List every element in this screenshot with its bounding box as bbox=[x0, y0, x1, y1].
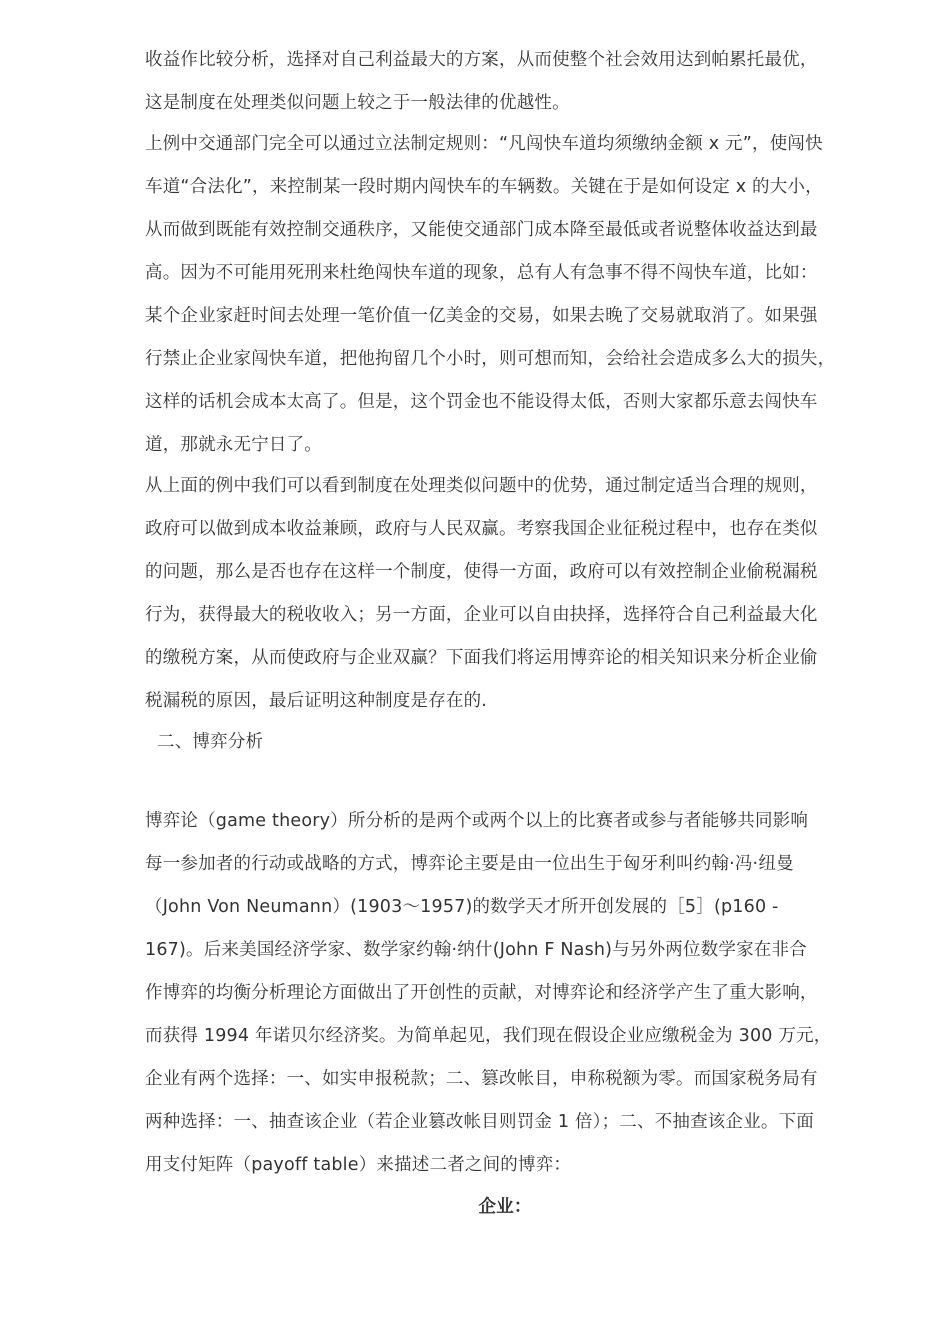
paragraph4-line-7: 企业有两个选择：一、如实申报税款；二、篡改帐目，申称税额为零。而国家税务局有 bbox=[145, 1069, 818, 1089]
paragraph4-line-1: 博弈论（game theory）所分析的是两个或两个以上的比赛者或参与者能够共同影响 bbox=[145, 811, 809, 831]
paragraph2-line-5: 某个企业家赶时间去处理一笔价值一亿美金的交易，如果去晚了交易就取消了。如果强 bbox=[145, 306, 818, 326]
paragraph4-line-5: 作博弈的均衡分析理论方面做出了开创性的贡献，对博弈论和经济学产生了重大影响， bbox=[145, 983, 818, 1003]
paragraph4-line-2: 每一参加者的行动或战略的方式，博弈论主要是由一位出生于匈牙利叫约翰·冯·纽曼 bbox=[145, 854, 794, 874]
paragraph4-line-4: 167)。后来美国经济学家、数学家约翰·纳什(John F Nash)与另外两位数学家在非合 bbox=[145, 940, 807, 960]
paragraph3-line-3: 的问题，那么是否也存在这样一个制度，使得一方面，政府可以有效控制企业偷税漏税 bbox=[145, 562, 818, 582]
paragraph2-line-8: 道，那就永无宁日了。 bbox=[145, 435, 322, 455]
paragraph2-line-7: 这样的话机会成本太高了。但是，这个罚金也不能设得太低，否则大家都乐意去闯快车 bbox=[145, 392, 818, 412]
paragraph3-line-2: 政府可以做到成本收益兼顾，政府与人民双赢。考察我国企业征税过程中，也存在类似 bbox=[145, 519, 818, 539]
paragraph2-line-1: 上例中交通部门完全可以通过立法制定规则：“凡闯快车道均须缴纳金额 x 元”，使闯快 bbox=[145, 134, 823, 154]
paragraph1-line-2: 这是制度在处理类似问题上较之于一般法律的优越性。 bbox=[145, 93, 570, 113]
paragraph2-line-3: 从而做到既能有效控制交通秩序，又能使交通部门成本降至最低或者说整体收益达到最 bbox=[145, 220, 818, 240]
paragraph4-line-3: （John Von Neumann）(1903～1957)的数学天才所开创发展的［5］(p160 - bbox=[145, 897, 779, 917]
paragraph4-line-6: 而获得 1994 年诺贝尔经济奖。为简单起见，我们现在假设企业应缴税金为 300 万元， bbox=[145, 1026, 832, 1046]
paragraph4-line-8: 两种选择：一、抽查该企业（若企业篡改帐目则罚金 1 倍）；二、不抽查该企业。下面 bbox=[145, 1112, 815, 1132]
paragraph3-line-5: 的缴税方案，从而使政府与企业双赢？下面我们将运用博弈论的相关知识来分析企业偷 bbox=[145, 648, 818, 668]
section-heading: 二、博弈分析 bbox=[157, 732, 264, 752]
paragraph4-line-9: 用支付矩阵（payoff table）来描述二者之间的博弈： bbox=[145, 1155, 572, 1175]
table-caption: 企业： bbox=[478, 1197, 532, 1217]
paragraph3-line-6: 税漏税的原因，最后证明这种制度是存在的. bbox=[145, 691, 488, 711]
paragraph2-line-4: 高。因为不可能用死刑来杜绝闯快车道的现象，总有人有急事不得不闯快车道，比如： bbox=[145, 263, 818, 283]
paragraph2-line-6: 行禁止企业家闯快车道，把他拘留几个小时，则可想而知，会给社会造成多么大的损失， bbox=[145, 349, 836, 369]
paragraph3-line-1: 从上面的例中我们可以看到制度在处理类似问题中的优势，通过制定适当合理的规则， bbox=[145, 476, 818, 496]
paragraph1-line-1: 收益作比较分析，选择对自己利益最大的方案，从而使整个社会效用达到帕累托最优， bbox=[145, 50, 818, 70]
paragraph2-line-2: 车道“合法化”，来控制某一段时期内闯快车的车辆数。关键在于是如何设定 x 的大小， bbox=[145, 177, 823, 197]
paragraph3-line-4: 行为，获得最大的税收收入；另一方面，企业可以自由抉择，选择符合自己利益最大化 bbox=[145, 605, 818, 625]
